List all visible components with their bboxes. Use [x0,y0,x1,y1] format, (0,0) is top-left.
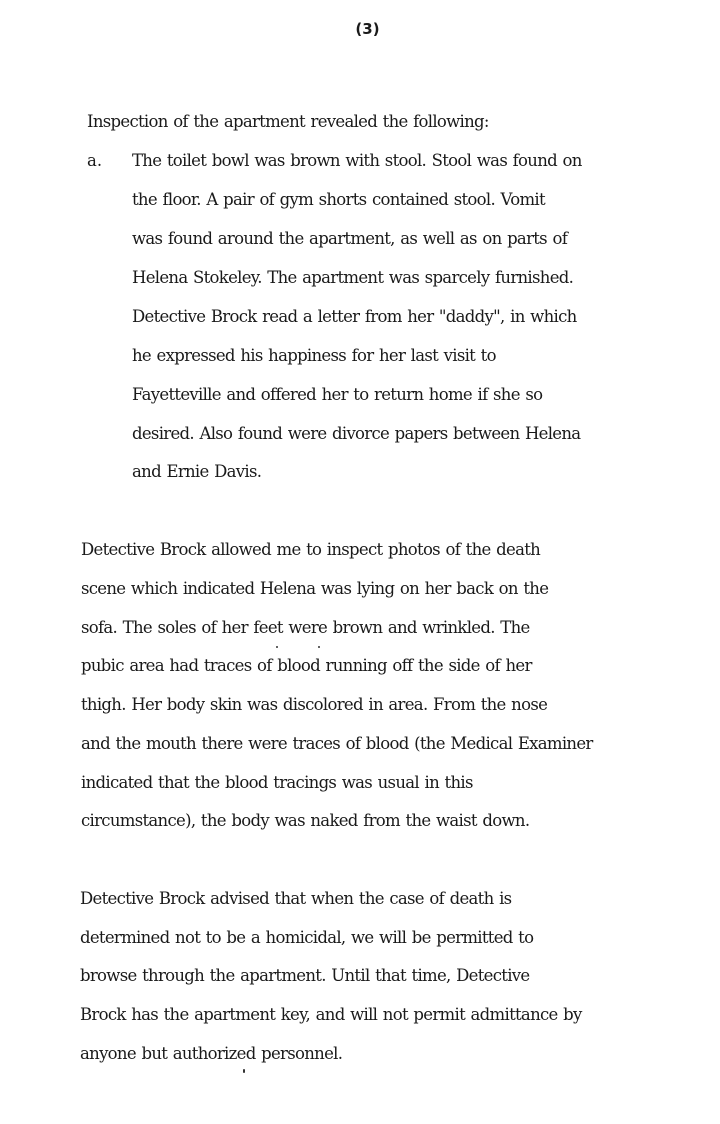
paragraph-line: indicated that the blood tracings was usual in this [81,773,473,792]
item-a-line: Detective Brock read a letter from her "daddy", in which [132,307,577,326]
item-a-line: Fayetteville and offered her to return home if she so [132,385,543,404]
scan-speck [243,1069,245,1073]
item-a-line: he expressed his happiness for her last visit to [132,346,496,365]
paragraph-line: determined not to be a homicidal, we will be permitted to [80,928,534,947]
item-a-line: the floor. A pair of gym shorts contained stool. Vomit [132,190,545,209]
paragraph-line: thigh. Her body skin was discolored in area. From the nose [81,695,548,714]
item-a-line: and Ernie Davis. [132,462,262,481]
item-a-line: desired. Also found were divorce papers between Helena [132,424,581,443]
paragraph-line: pubic area had traces of blood running off the side of her [81,656,532,675]
paragraph-line: Brock has the apartment key, and will not permit admittance by [80,1005,582,1024]
item-a-line: The toilet bowl was brown with stool. Stool was found on [132,151,582,170]
scan-speck [318,646,320,648]
intro-text: Inspection of the apartment revealed the following: [87,112,489,131]
paragraph-line: circumstance), the body was naked from the waist down. [81,811,530,830]
scan-speck [276,646,278,648]
paragraph-line: sofa. The soles of her feet were brown and wrinkled. The [81,618,530,637]
page-number: (3) [355,20,380,38]
item-a-marker: a. [87,151,103,170]
paragraph-line: scene which indicated Helena was lying on her back on the [81,579,549,598]
paragraph-line: anyone but authorized personnel. [80,1044,343,1063]
paragraph-line: browse through the apartment. Until that time, Detective [80,966,530,985]
item-a-line: Helena Stokeley. The apartment was sparcely furnished. [132,268,574,287]
paragraph-line: Detective Brock advised that when the case of death is [80,889,512,908]
paragraph-line: and the mouth there were traces of blood (the Medical Examiner [81,734,593,753]
item-a-line: was found around the apartment, as well as on parts of [132,229,568,248]
paragraph-line: Detective Brock allowed me to inspect photos of the death [81,540,541,559]
